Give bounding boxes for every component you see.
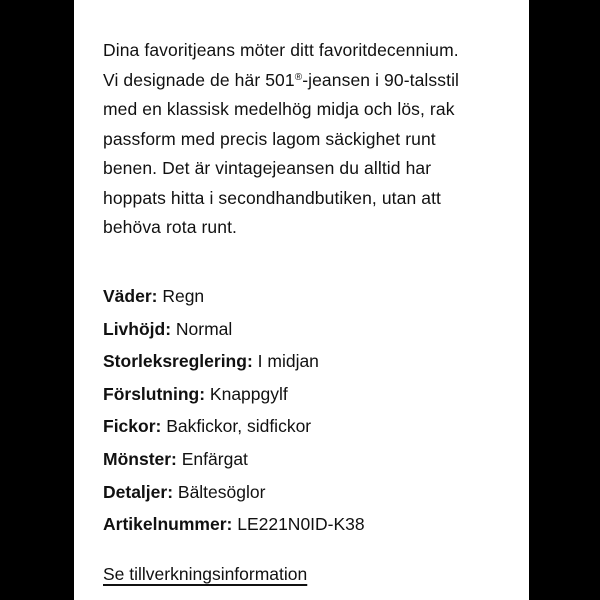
description-line [103,66,503,96]
spec-row-pockets [103,410,503,443]
spec-value: Knappgylf [205,383,288,404]
description-line [103,125,503,155]
description-line [103,154,503,184]
spec-row-article-number [103,508,503,541]
description-text: Dina favoritjeans möter ditt favoritdecennium. [103,40,459,60]
spec-value: Normal [171,318,233,339]
spec-value: Regn [157,286,205,306]
spec-row-rise [103,313,503,346]
description-text: med en klassisk medelhög midja och lös, rak [103,99,455,119]
spec-value: Enfärgat [176,448,248,469]
product-details-content [103,36,503,584]
spec-value: LE221N0ID-K38 [232,514,365,535]
description-text: -jeansen i 90-talsstil [302,69,460,90]
spec-label: Storleksreglering: [103,351,253,372]
product-details-panel [74,0,529,600]
description-line [103,184,503,214]
description-line [103,95,503,125]
spec-label: Fickor: [103,416,162,437]
description-text: benen. Det är vintagejeansen du alltid har [103,158,432,178]
description-line [103,213,503,243]
spec-label: Detaljer: [103,481,174,502]
spec-label: Väder: [103,286,158,306]
registered-mark: ® [294,71,303,83]
description-text: behöva rota runt. [103,217,238,237]
description-text: hoppats hitta i secondhandbutiken, utan att [103,187,442,208]
spec-label: Mönster: [103,448,177,469]
spec-row-details [103,476,503,509]
description-text: passform med precis lagom säckighet runt [103,128,436,149]
description-text: Vi designade de här 501 [103,69,295,90]
description-line [103,36,503,66]
spec-label: Artikelnummer: [103,514,233,535]
manufacturing-info-link[interactable]: Se tillverkningsinformation [103,564,308,584]
spec-value: Bältesöglor [173,481,266,502]
spec-value: I midjan [252,351,319,372]
spec-label: Förslutning: [103,383,206,404]
spec-row-size-adjustment [103,345,503,378]
spec-row-weather [103,280,503,313]
spec-value: Bakfickor, sidfickor [161,416,312,437]
product-specs-list [103,280,503,541]
spec-row-pattern [103,443,503,476]
spec-label: Livhöjd: [103,318,172,339]
product-description [103,36,503,243]
spec-row-closure [103,378,503,411]
